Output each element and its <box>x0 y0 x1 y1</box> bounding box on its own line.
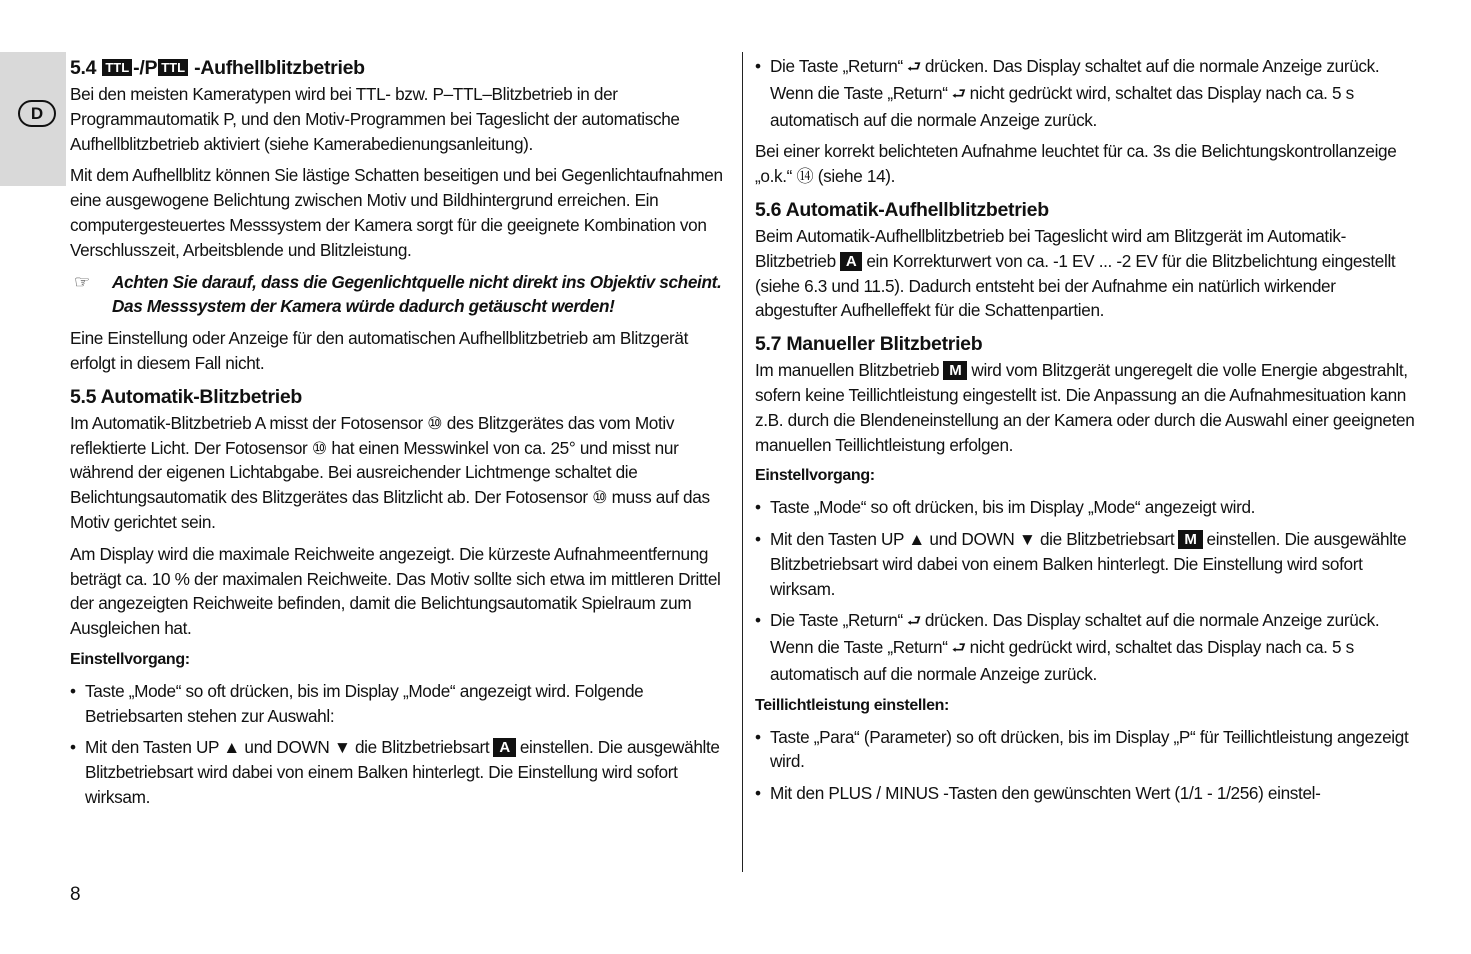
subheading: Einstellvorgang: <box>755 467 875 485</box>
list-item: • Taste „Mode“ so oft drücken, bis im Display „Mode“ angezeigt wird. Folgende Betriebsarten stehen zur Auswahl: <box>70 679 730 729</box>
list-item: • Taste „Mode“ so oft drücken, bis im Display „Mode“ angezeigt wird. <box>755 495 1415 520</box>
paragraph-text: ein Korrekturwert von ca. -1 EV ... -2 EV für die Blitzbelichtung eingestellt (siehe 6.3 und 11.5). Dadurch entsteht bei der Aufnahme ein natürlich wirkender abgestufter Aufhelleffekt für die Schattenpartien. <box>755 250 1396 321</box>
subheading: Teillichtleistung einstellen: <box>755 696 950 714</box>
list-text: einstellen. Die ausgewählte Blitzbetriebsart wird dabei von einem Balken hinterlegt. Die Einstellung wird sofort wirksam. <box>770 528 1407 599</box>
section-5-5-heading: 5.5 Automatik-Blitzbetrieb <box>70 385 303 408</box>
column-divider <box>742 52 743 872</box>
language-badge: D <box>18 100 56 127</box>
list-item <box>70 735 730 809</box>
return-icon: ⮐ <box>951 640 966 658</box>
auto-mode-icon: A <box>840 252 862 271</box>
list-item <box>755 527 1415 601</box>
manual-mode-icon: M <box>1178 530 1202 549</box>
return-icon: ⮐ <box>906 613 921 631</box>
list-text: drücken. Das Display schaltet auf die normale Anzeige zurück. Wenn die Taste „Return“ <box>770 56 1380 103</box>
list-item <box>755 608 1415 686</box>
note-text: Achten Sie darauf, dass die Gegenlichtquelle nicht direkt ins Objektiv scheint. Das Messsystem der Kamera würde dadurch getäuscht werden! <box>112 271 722 317</box>
left-column <box>70 54 730 817</box>
list-item: • Mit den PLUS / MINUS -Tasten den gewünschten Wert (1/1 - 1/256) einstel- <box>755 781 1415 806</box>
paragraph: Im Automatik-Blitzbetrieb A misst der Fotosensor ⑩ des Blitzgerätes das vom Motiv reflektierte Licht. Der Fotosensor ⑩ hat einen Messwinkel von ca. 25° und misst nur während der eigenen Lichtabgabe. Bei ausreichender Lichtmenge schaltet die Belichtungsautomatik des Blitzgerätes das Blitzlicht ab. Der Fotosensor ⑩ muss auf das Motiv gerichtet sein. <box>70 412 710 532</box>
list-item: • Taste „Para“ (Parameter) so oft drücken, bis im Display „P“ für Teillichtleistung angezeigt wird. <box>755 725 1415 775</box>
section-5-4-heading <box>70 54 730 82</box>
section-title: -Aufhellblitzbetrieb <box>194 57 365 79</box>
list-text: einstellen. Die ausgewählte Blitzbetriebsart wird dabei von einem Balken hinterlegt. Die Einstellung wird sofort wirksam. <box>85 737 720 807</box>
paragraph: Eine Einstellung oder Anzeige für den automatischen Aufhellblitzbetrieb am Blitzgerät erfolgt in diesem Fall nicht. <box>70 328 689 373</box>
paragraph: Bei einer korrekt belichteten Aufnahme leuchtet für ca. 3s die Belichtungskontrollanzeige „o.k.“ ⑭ (siehe 14). <box>755 141 1397 187</box>
manual-mode-icon: M <box>943 361 967 380</box>
paragraph: Mit dem Aufhellblitz können Sie lästige Schatten beseitigen und bei Gegenlichtaufnahmen eine ausgewogene Belichtung zwischen Motiv und Bildhintergrund erreichen. Ein computergesteuertes Messsystem der Kamera sorgt für die geeignete Kombination von Verschlusszeit, Arbeitsblende und Blitzleistung. <box>70 165 723 260</box>
right-column <box>755 54 1415 813</box>
paragraph-text: Im manuellen Blitzbetrieb <box>755 360 940 381</box>
list-text: nicht gedrückt wird, schaltet das Display nach ca. 5 s automatisch auf die normale Anzeige zurück. <box>770 637 1354 684</box>
section-5-7-heading: 5.7 Manueller Blitzbetrieb <box>755 333 983 356</box>
list-item <box>755 54 1415 132</box>
list-text: nicht gedrückt wird, schaltet das Display nach ca. 5 s automatisch auf die normale Anzeige zurück. <box>770 82 1354 130</box>
page-number: 8 <box>70 884 81 905</box>
list-text: Die Taste „Return“ <box>770 610 903 631</box>
list-text: drücken. Das Display schaltet auf die normale Anzeige zurück. Wenn die Taste „Return“ <box>770 610 1380 658</box>
paragraph: Am Display wird die maximale Reichweite angezeigt. Die kürzeste Aufnahmeentfernung beträgt ca. 10 % der maximalen Reichweite. Das Motiv sollte sich etwa im mittleren Drittel der angezeigten Reichweite befinden, damit die Belichtungsautomatik Spielraum zum Ausgleichen hat. <box>70 543 721 639</box>
heading-separator: -/P <box>133 57 158 79</box>
paragraph: Bei den meisten Kameratypen wird bei TTL- bzw. P–TTL–Blitzbetrieb in der Programmautomatik P, und den Motiv-Programmen bei Tageslicht der automatische Aufhellblitzbetrieb aktiviert (siehe Kamerabedienungsanleitung). <box>70 84 680 154</box>
list-text: Mit den Tasten UP ▲ und DOWN ▼ die Blitzbetriebsart <box>85 737 490 758</box>
auto-mode-icon: A <box>493 738 515 757</box>
paragraph <box>755 358 1415 457</box>
paragraph <box>755 224 1415 323</box>
pointing-hand-icon: ☞ <box>74 271 90 292</box>
paragraph-text: Beim Automatik-Aufhellblitzbetrieb bei Tageslicht wird am Blitzgerät im Automatik-Blitzbetrieb <box>755 225 1346 271</box>
subheading: Einstellvorgang: <box>70 650 190 668</box>
return-icon: ⮐ <box>906 59 921 76</box>
list-text: Die Taste „Return“ <box>770 56 903 76</box>
paragraph-text: wird vom Blitzgerät ungeregelt die volle Energie abgestrahlt, sofern keine Teillichtleistung eingestellt ist. Die Anpassung an die Aufnahmesituation kann z.B. durch die Blendeneinstellung an der Kamera oder durch die Auswahl einer geeigneten manuellen Teillichtleistung erfolgen. <box>755 360 1415 455</box>
ttl-icon: TTL <box>102 59 132 76</box>
warning-note <box>70 270 730 320</box>
section-number: 5.4 <box>70 57 97 79</box>
ttl-icon: TTL <box>158 59 188 76</box>
list-text: Mit den Tasten UP ▲ und DOWN ▼ die Blitzbetriebsart <box>770 528 1175 549</box>
return-icon: ⮐ <box>951 85 966 103</box>
section-5-6-heading: 5.6 Automatik-Aufhellblitzbetrieb <box>755 198 1049 221</box>
